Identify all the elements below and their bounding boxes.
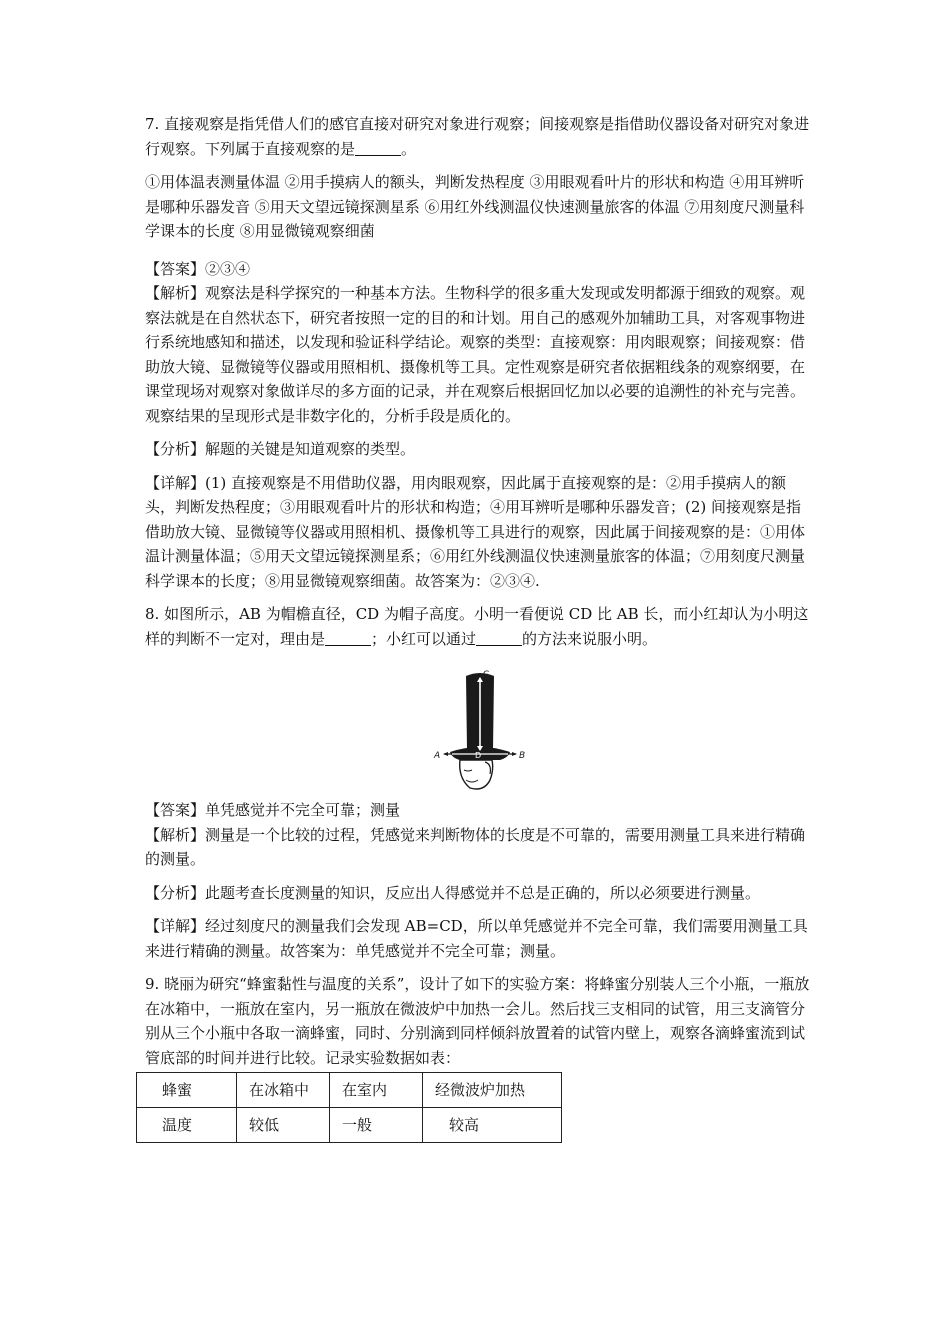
hat-figure [145,666,815,792]
q8-fenxi: 【分析】此题考查长度测量的知识，反应出人得感觉并不总是正确的，所以必须要进行测量。 [145,883,761,902]
q8-detail: 【详解】经过刻度尺的测量我们会发现 AB=CD，所以单凭感觉并不完全可靠，我们需要用测量工具来进行精确的测量。故答案为：单凭感觉并不完全可靠；测量。 [145,917,808,960]
q7-answer-blank [355,140,401,156]
table-cell: 较高 [423,1108,562,1143]
document-page [145,112,815,1143]
q7-answer: 【答案】②③④ [145,259,251,278]
label-c: C [483,670,490,680]
q7-stem: 7. 直接观察是指凭借人们的感官直接对研究对象进行观察；间接观察是指借助仪器设备对研究对象进行观察。下列属于直接观察的是 。 [145,115,810,158]
q7-detail: 【详解】(1) 直接观察是不用借助仪器，用肉眼观察，因此属于直接观察的是：②用手摸病人的额头，判断发热程度；③用眼观看叶片的形状和构造；④用耳辨听是哪种乐器发音；(2) 间接观察是指借助放大镜、显微镜等仪器或用照相机、摄像机等工具进行的观察，因此属于间接观察的是：①用体温计测量体温；⑤用天文望远镜探测星系；⑥用红外线测温仪快速测量旅客的体温；⑦用刻度尺测量科学课本的长度；⑧用显微镜观察细菌。故答案为：②③④. [145,473,806,590]
q7-analysis: 【解析】观察法是科学探究的一种基本方法。生物科学的很多重大发现或发明都源于细致的观察。观察法就是在自然状态下，研究者按照一定的目的和计划。用自己的感观外加辅助工具，对客观事物进行系统地感知和描述，以发现和验证科学结论。观察的类型：直接观察：用肉眼观察；间接观察：借助放大镜、显微镜等仪器或用照相机、摄像机等工具。定性观察是研究者依据粗线条的观察纲要，在课堂现场对观察对象做详尽的多方面的记录，并在观察后根据回忆加以必要的追溯性的补充与完善。观察结果的呈现形式是非数字化的，分析手段是质化的。 [145,284,806,425]
table-cell: 在室内 [330,1073,423,1108]
honey-data-table [136,1072,562,1143]
label-b: B [519,751,526,761]
q7-fenxi: 【分析】解题的关键是知道观察的类型。 [145,440,416,458]
q8-answer: 【答案】单凭感觉并不完全可靠；测量 [145,801,401,819]
q8-blank-2 [476,630,522,646]
table-row [137,1073,562,1108]
top-hat-illustration [430,666,530,792]
q8-analysis: 【解析】测量是一个比较的过程，凭感觉来判断物体的长度是不可靠的，需要用测量工具来进行精确的测量。 [145,825,806,868]
table-cell: 温度 [137,1108,237,1143]
q9-stem: 9. 晓丽为研究“蜂蜜黏性与温度的关系”，设计了如下的实验方案：将蜂蜜分别装人三个小瓶，一瓶放在冰箱中，一瓶放在室内，另一瓶放在微波炉中加热一会儿。然后找三支相同的试管，用三支滴管分别从三个小瓶中各取一滴蜂蜜，同时、分别滴到同样倾斜放置着的试管内壁上，观察各滴蜂蜜流到试管底部的时间并进行比较。记录实验数据如表： [145,975,810,1067]
table-cell: 蜂蜜 [137,1073,237,1108]
table-cell: 经微波炉加热 [423,1073,562,1108]
table-cell: 较低 [237,1108,330,1143]
table-cell: 一般 [330,1108,423,1143]
label-a: A [434,751,441,761]
label-d: D [475,751,482,760]
q8-blank-1 [325,630,371,646]
table-cell: 在冰箱中 [237,1073,330,1108]
table-row [137,1108,562,1143]
q8-stem: 8. 如图所示，AB 为帽檐直径，CD 为帽子高度。小明一看便说 CD 比 AB 长，而小红却认为小明这样的判断不一定对，理由是 ；小红可以通过 的方法来说服小明。 [145,605,809,648]
q7-options: ①用体温表测量体温 ②用手摸病人的额头，判断发热程度 ③用眼观看叶片的形状和构造 ④用耳辨听是哪种乐器发音 ⑤用天文望远镜探测星系 ⑥用红外线测温仪快速测量旅客的体温 ⑦用刻度尺测量科学课本的长度 ⑧用显微镜观察细菌 [145,173,805,240]
